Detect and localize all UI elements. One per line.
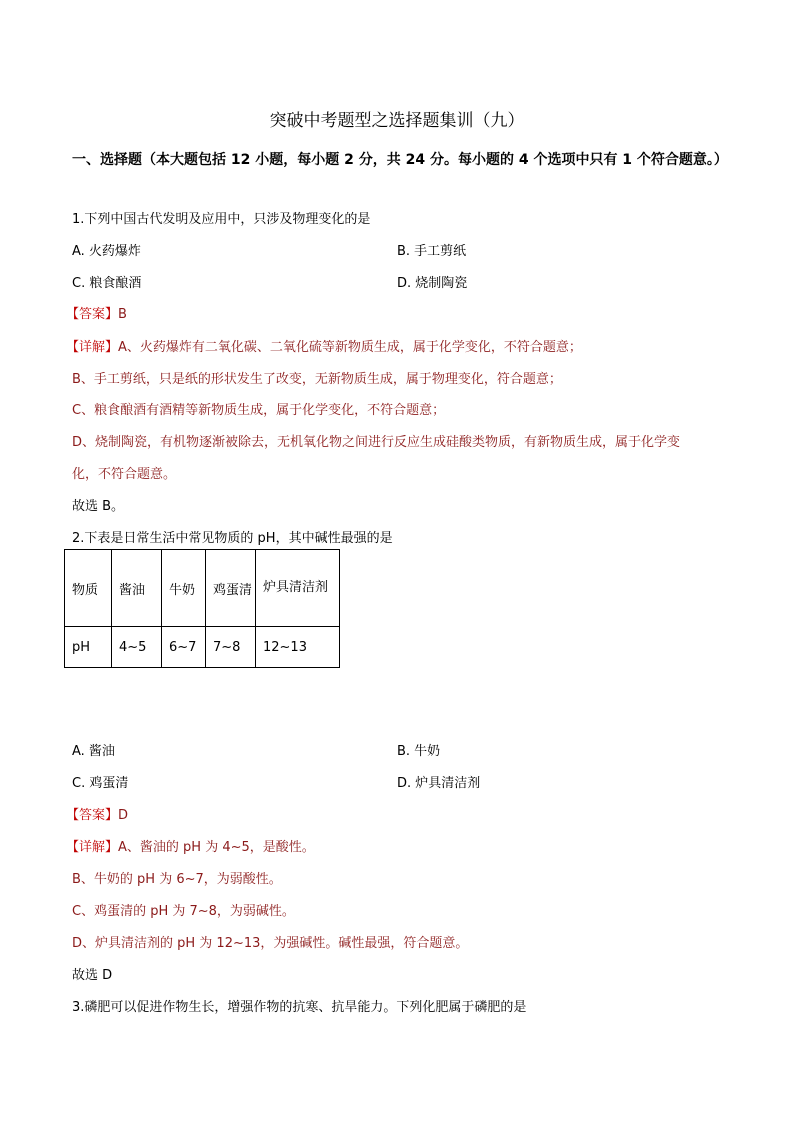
answer-tag: 【答案】 [66,307,119,322]
table-cell: 12~13 [256,627,340,668]
q2-option-b: B. 牛奶 [397,744,441,759]
question-3-stem: 3.磷肥可以促进作物生长，增强作物的抗寒、抗旱能力。下列化肥属于磷肥的是 [72,1000,527,1015]
q2-detail-line-1 [66,836,315,855]
section-heading: 一、选择题（本大题包括 12 小题，每小题 2 分，共 24 分。每小题的 4 个选项中只有 1 个符合题意。） [72,152,728,168]
table-header-row [65,550,340,627]
q2-option-a: A. 酱油 [72,744,115,759]
q1-option-c: C. 粮食酿酒 [72,276,142,291]
q2-answer [66,804,128,823]
q2-conclusion: 故选 D [72,968,113,983]
question-2-stem: 2.下表是日常生活中常见物质的 pH，其中碱性最强的是 [72,531,393,546]
table-cell: 鸡蛋清 [206,550,256,627]
answer-value: B [118,307,127,322]
q1-option-d: D. 烧制陶瓷 [397,276,468,291]
q2-detail-line-2: B、牛奶的 pH 为 6~7，为弱酸性。 [72,872,282,887]
q2-option-c: C. 鸡蛋清 [72,776,129,791]
answer-value: D [118,808,129,823]
q1-detail-line-3: C、粮食酿酒有酒精等新物质生成，属于化学变化，不符合题意； [72,403,446,418]
table-cell: 物质 [65,550,112,627]
detail-text: A、火药爆炸有二氧化碳、二氧化硫等新物质生成，属于化学变化，不符合题意； [118,340,582,355]
ph-table [64,549,340,668]
table-cell: 7~8 [206,627,256,668]
q1-answer [66,303,127,322]
q1-conclusion: 故选 B。 [72,499,125,514]
detail-text: A、酱油的 pH 为 4~5，是酸性。 [118,840,315,855]
table-row [65,627,340,668]
q1-detail-line-5: 化，不符合题意。 [72,467,177,482]
table-cell: 牛奶 [162,550,206,627]
q2-option-d: D. 炉具清洁剂 [397,776,481,791]
page-title: 突破中考题型之选择题集训（九） [269,111,525,131]
table-cell: 炉具清洁剂 [256,550,340,627]
table-cell: 4~5 [112,627,162,668]
table-cell: 酱油 [112,550,162,627]
q1-detail-line-1 [66,336,582,355]
answer-tag: 【答案】 [66,808,119,823]
q1-detail-line-4: D、烧制陶瓷，有机物逐渐被除去，无机氧化物之间进行反应生成硅酸类物质，有新物质生成，属于化学变 [72,435,681,450]
q1-option-a: A. 火药爆炸 [72,244,141,259]
table-cell: 6~7 [162,627,206,668]
detail-tag: 【详解】 [66,340,119,355]
q1-option-b: B. 手工剪纸 [397,244,467,259]
question-1-stem: 1.下列中国古代发明及应用中，只涉及物理变化的是 [72,212,371,227]
detail-tag: 【详解】 [66,840,119,855]
table-cell: pH [65,627,112,668]
q2-detail-line-4: D、炉具清洁剂的 pH 为 12~13，为强碱性。碱性最强，符合题意。 [72,936,469,951]
q1-detail-line-2: B、手工剪纸，只是纸的形状发生了改变，无新物质生成，属于物理变化，符合题意； [72,372,562,387]
q2-detail-line-3: C、鸡蛋清的 pH 为 7~8，为弱碱性。 [72,904,295,919]
